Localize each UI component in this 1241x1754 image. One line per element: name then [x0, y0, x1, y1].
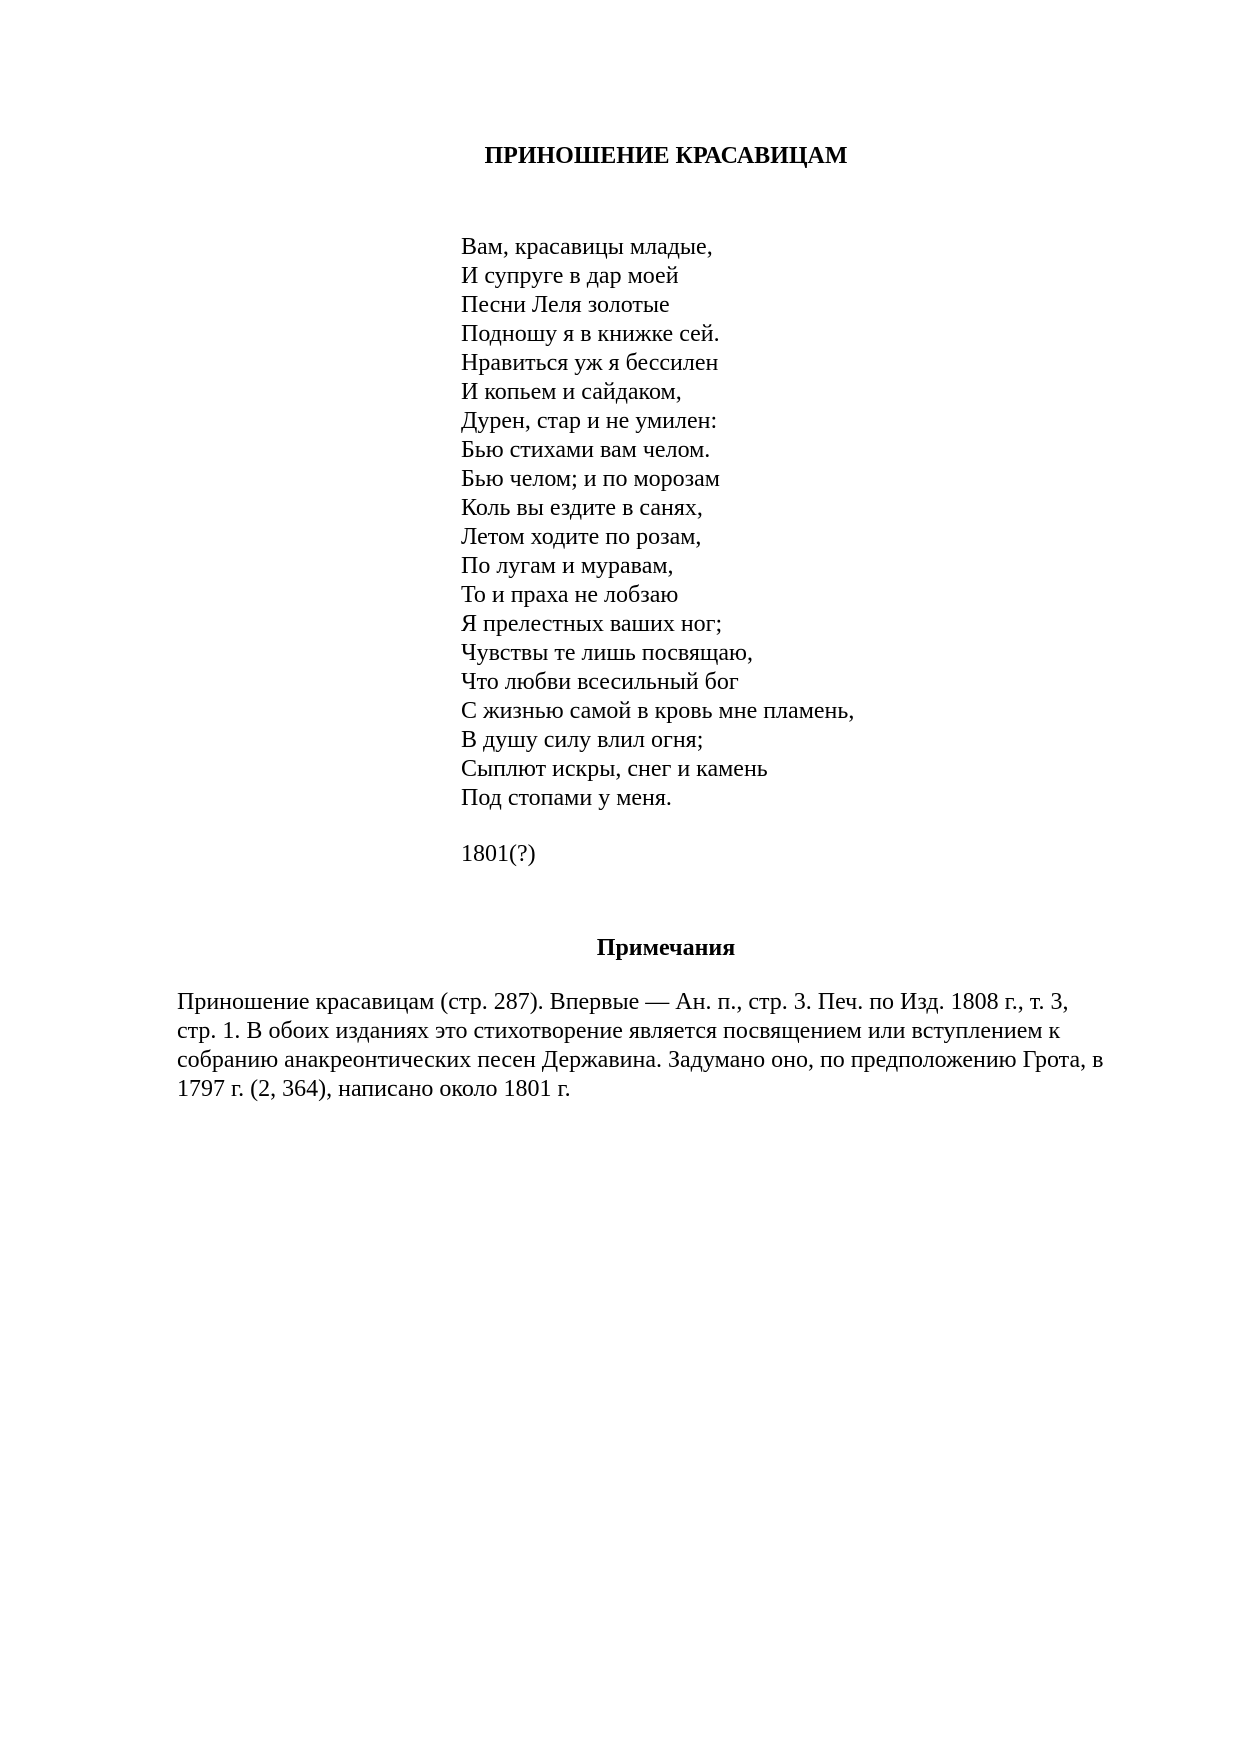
poem-line: По лугам и муравам, [461, 553, 674, 579]
poem-line: Нравиться уж я бессилен [461, 350, 719, 376]
poem-line: Чувствы те лишь посвящаю, [461, 640, 753, 666]
poem-line: Я прелестных ваших ног; [461, 611, 723, 637]
poem-line: То и праха не лобзаю [461, 582, 679, 608]
poem-title: ПРИНОШЕНИЕ КРАСАВИЦАМ [484, 143, 848, 169]
notes-line: собранию анакреонтических песен Державина. Задумано оно, по предположению Грота, в [177, 1047, 1104, 1073]
poem-line: Бью стихами вам челом. [461, 437, 711, 463]
poem-line: Вам, красавицы младые, [461, 234, 713, 260]
notes-line: стр. 1. В обоих изданиях это стихотворение является посвящением или вступлением к [177, 1018, 1061, 1044]
poem-line: Летом ходите по розам, [461, 524, 702, 550]
notes-paragraph [177, 988, 1157, 1104]
poem-line: Что любви всесильный бог [461, 669, 739, 695]
poem-body [461, 233, 854, 813]
poem-line: Сыплют искры, снег и камень [461, 756, 768, 782]
notes-line: 1797 г. (2, 364), написано около 1801 г. [177, 1076, 571, 1102]
poem-line: С жизнью самой в кровь мне пламень, [461, 698, 855, 724]
poem-line: В душу силу влил огня; [461, 727, 704, 753]
poem-line: Под стопами у меня. [461, 785, 672, 811]
notes-line: Приношение красавицам (стр. 287). Впервые — Ан. п., стр. 3. Печ. по Изд. 1808 г., т. 3, [177, 989, 1069, 1015]
poem-date: 1801(?) [461, 841, 536, 867]
poem-line: Песни Леля золотые [461, 292, 670, 318]
poem-line: Коль вы ездите в санях, [461, 495, 703, 521]
poem-line: Подношу я в книжке сей. [461, 321, 720, 347]
poem-line: И супруге в дар моей [461, 263, 679, 289]
notes-heading: Примечания [596, 935, 736, 961]
poem-line: И копьем и сайдаком, [461, 379, 682, 405]
poem-line: Дурен, стар и не умилен: [461, 408, 718, 434]
poem-line: Бью челом; и по морозам [461, 466, 720, 492]
